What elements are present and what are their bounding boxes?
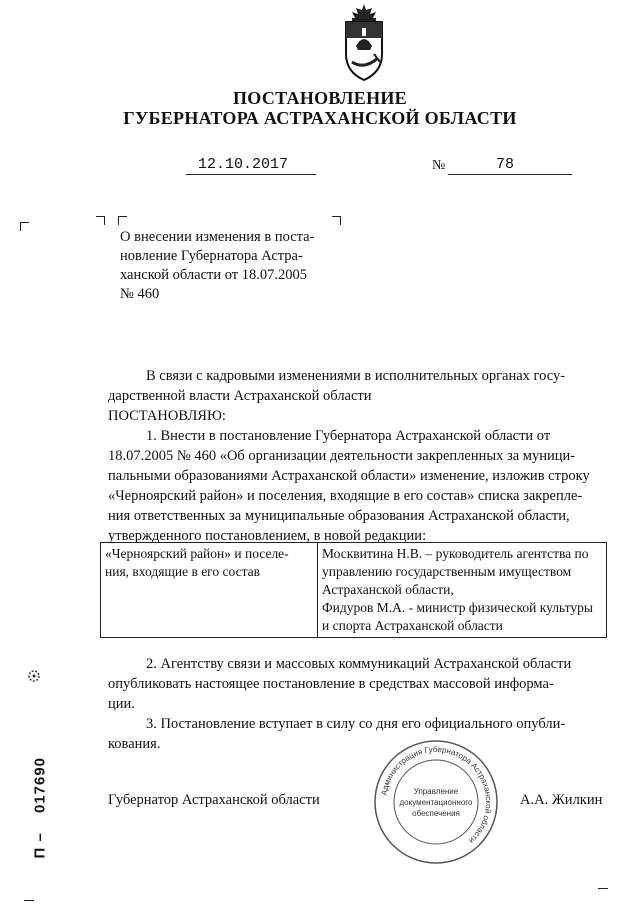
corner-mark <box>96 216 105 225</box>
serial-number <box>32 719 49 859</box>
corner-mark <box>20 222 29 231</box>
signatory-name: А.А. Жилкин <box>520 792 603 808</box>
table-cell-line: и спорта Астраханской области <box>322 618 503 633</box>
subject-line: ханской области от 18.07.2005 <box>120 267 307 283</box>
seal-dot-icon <box>26 668 42 684</box>
responsibility-table <box>100 542 607 638</box>
table-cell-responsible <box>318 543 607 638</box>
serial-prefix: П – <box>31 832 49 859</box>
item1-line: 1. Внести в постановление Губернатора Астраханской области от <box>146 428 551 444</box>
item2-line: 2. Агентству связи и массовых коммуникаций Астраханской области <box>146 656 572 672</box>
item2-line: опубликовать настоящее постановление в средствах массовой информа- <box>108 676 554 692</box>
table-cell-municipality <box>101 543 318 638</box>
table-cell-line: «Черноярский район» и поселе- <box>105 546 289 561</box>
item3-line: 3. Постановление вступает в силу со дня его официального опубли- <box>146 716 566 732</box>
intro-line: В связи с кадровыми изменениями в исполнительных органах госу- <box>146 368 566 384</box>
table-cell-line: Москвитина Н.В. – руководитель агентства по <box>322 546 589 561</box>
serial-digits: 017690 <box>31 756 49 814</box>
item2-line: ции. <box>108 696 135 712</box>
document-subject <box>120 228 336 304</box>
item1-line: пальными образованиями Астраханской области» изменение, изложив строку <box>108 468 590 484</box>
item1-line: утвержденного постановлением, в новой редакции: <box>108 528 427 544</box>
corner-mark <box>118 216 127 225</box>
item1-line: ния ответственных за муниципальные образования Астраханской области, <box>108 508 570 524</box>
intro-paragraph <box>108 366 608 546</box>
date-underline <box>186 174 316 175</box>
stamp-center-line: документационного <box>399 798 473 807</box>
table-cell-line: ния, входящие в его состав <box>105 564 261 579</box>
margin-mark <box>24 900 34 901</box>
decree-word: ПОСТАНОВЛЯЮ: <box>108 408 226 424</box>
item3-line: кования. <box>108 736 161 752</box>
margin-mark <box>598 888 608 889</box>
closing-paragraphs <box>108 654 608 754</box>
official-stamp <box>372 738 500 866</box>
subject-line: новление Губернатора Астра- <box>120 248 303 264</box>
intro-line: дарственной власти Астраханской области <box>108 388 372 404</box>
stamp-ring-text: Администрация Губернатора Астраханской области <box>379 744 494 846</box>
table-cell-line: Астраханской области, <box>322 582 454 597</box>
document-date: 12.10.2017 <box>198 156 289 173</box>
stamp-center-line: обеспечения <box>412 809 460 818</box>
item1-line: 18.07.2005 № 460 «Об организации деятельности закрепленных за муници- <box>108 448 576 464</box>
item1-line: «Черноярский район» и поселения, входящие в его состав» списка закрепле- <box>108 488 583 504</box>
subject-line: № 460 <box>120 286 160 302</box>
number-label: № <box>432 158 446 173</box>
corner-mark <box>332 216 341 225</box>
subject-line: О внесении изменения в поста- <box>120 229 315 245</box>
document-number: 78 <box>496 156 515 173</box>
number-underline <box>448 174 572 175</box>
signatory-position: Губернатор Астраханской области <box>108 792 320 808</box>
coat-of-arms-icon <box>340 2 388 84</box>
table-cell-line: управлению государственным имуществом <box>322 564 572 579</box>
stamp-center-line: Управление <box>413 787 459 796</box>
document-title-line2: ГУБЕРНАТОРА АСТРАХАНСКОЙ ОБЛАСТИ <box>123 108 517 128</box>
document-title-line1: ПОСТАНОВЛЕНИЕ <box>233 88 407 108</box>
table-cell-line: Фидуров М.А. - министр физической культуры <box>322 600 593 615</box>
table-row <box>101 543 607 638</box>
